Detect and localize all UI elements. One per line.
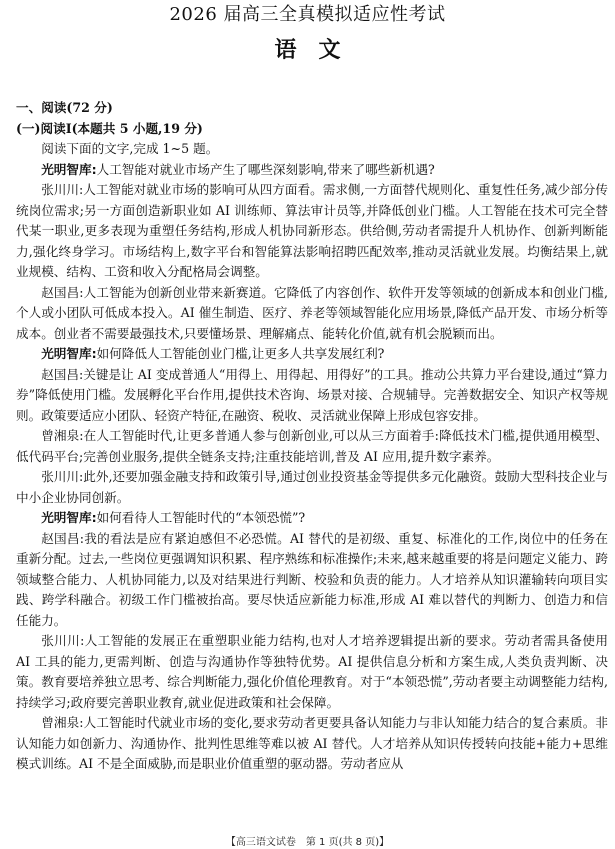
speaker-label: 光明智库: (41, 346, 97, 361)
paragraph-text: 人工智能对就业市场产生了哪些深刻影响,带来了哪些新机遇? (96, 161, 435, 177)
reading-section (16, 98, 608, 775)
paragraph-text: 如何看待人工智能时代的“本领恐慌”? (96, 510, 306, 525)
speaker-label: 张川川: (41, 469, 84, 484)
exam-title: 2026 届高三全真模拟适应性考试 (169, 4, 446, 25)
paragraph (16, 426, 608, 467)
paragraph-text: 人工智能的发展正在重塑职业能力结构,也对人才培养逻辑提出新的要求。劳动者需具备使用 AI 工具的能力,更需判断、创造与沟通协作等独特优势。AI 提供信息分析和方案生成,人类负责判断、决策。教育要培养独立思考、综合判断能力,强化价值伦理教育。对于“本领恐慌”,劳动者要主动调整能力结构,持续学习;政府要完善职业教育,就业促进政策和社会保障。 (16, 633, 608, 710)
paragraph-text: 如何降低人工智能创业门槛,让更多人共享发展红利? (96, 346, 385, 361)
speaker-label: 赵国昌: (41, 530, 84, 546)
paragraph-text: 人工智能对就业市场的影响可从四方面看。需求侧,一方面替代规则化、重复性任务,减少部分传统岗位需求;另一方面创造新职业如 AI 训练师、算法审计员等,并降低创业门槛。人工智能在技术可完全替代某一职业,更多表现为重塑任务结构,形成人机协同新形态。供给侧,劳动者需提升人机协作、创新判断能力,强化终身学习。市场结构上,数字平台和智能算法影响招聘匹配效率,推动灵活就业发展。均衡结果上,就业规模、结构、工资和收入分配格局会调整。 (16, 182, 608, 279)
speaker-label: 光明智库: (41, 510, 97, 525)
paragraph-text: 我的看法是应有紧迫感但不必恐慌。AI 替代的是初级、重复、标准化的工作,岗位中的任务在重新分配。过去,一些岗位更强调知识积累、程序熟练和标准操作;未来,越来越重要的将是问题定义能力、跨领域整合能力、人机协同能力,以及对结果进行判断、校验和负责的能力。人才培养从知识灌输转向项目实践、跨学科融合。初级工作门槛被抬高。要尽快适应新能力标准,形成 AI 难以替代的判断力、创造力和信任能力。 (16, 530, 608, 628)
paragraph (16, 508, 608, 529)
subject-title: 语 文 (274, 37, 341, 63)
paragraph (16, 713, 608, 775)
paragraph-text: 人工智能为创新创业带来新赛道。它降低了内容创作、软件开发等领域的创新成本和创业门槛,个人或小团队可低成本投入。AI 催生制造、医疗、养老等领域智能化应用场景,降低产品开发、市场分析等成本。创业者不需要最强技术,只要懂场景、理解痛点、能转化价值,就有机会脱颖而出。 (16, 284, 608, 341)
paragraph-text: 关键是让 AI 变成普通人“用得上、用得起、用得好”的工具。推动公共算力平台建设,通过“算力券”降低使用门槛。发展孵化平台作用,提供技术咨询、场景对接、合规辅导。完善数据安全、知识产权等规则。政策要适应小团队、轻资产特征,在融资、税收、灵活就业保障上形成包容安排。 (16, 366, 608, 423)
speaker-label: 赵国昌: (41, 366, 84, 382)
paragraph (16, 529, 608, 632)
paragraph-text: 在人工智能时代,让更多普通人参与创新创业,可以从三方面着手:降低技术门槛,提供通用模型、低代码平台;完善创业服务,提供全链条支持;注重技能培训,普及 AI 应用,提升数字素养。 (16, 428, 608, 464)
speaker-label: 赵国昌: (41, 284, 84, 300)
page-footer: 【高三语文试卷 第 1 页(共 8 页)】 (225, 837, 390, 848)
paragraph-text: 人工智能时代就业市场的变化,要求劳动者更要具备认知能力与非认知能力结合的复合素质。非认知能力如创新力、沟通协作、批判性思维等难以被 AI 替代。人才培养从知识传授转向技能+能力+思维模式训练。AI 不是全面威胁,而是职业价值重塑的驱动器。劳动者应从 (16, 715, 608, 771)
paragraph (16, 467, 608, 508)
paragraph (16, 631, 608, 713)
paragraph (16, 344, 608, 365)
speaker-label: 光明智库: (41, 161, 97, 177)
speaker-label: 曾湘泉: (41, 428, 84, 443)
section-subtitle: (一)阅读Ⅰ(本题共 5 小题,19 分) (16, 120, 203, 136)
paragraph (16, 365, 608, 427)
paragraph-text: 此外,还要加强金融支持和政策引导,通过创业投资基金等提供多元化融资。鼓励大型科技企业与中小企业协同创新。 (16, 469, 608, 505)
speaker-label: 曾湘泉: (41, 715, 84, 730)
speaker-label: 张川川: (41, 182, 84, 197)
section-title: 一、阅读(72 分) (16, 100, 113, 115)
section-instruction: 阅读下面的文字,完成 1~5 题。 (41, 141, 219, 156)
paragraph (16, 160, 608, 181)
paragraph (16, 283, 608, 345)
paragraph (16, 180, 608, 283)
speaker-label: 张川川: (41, 633, 85, 648)
